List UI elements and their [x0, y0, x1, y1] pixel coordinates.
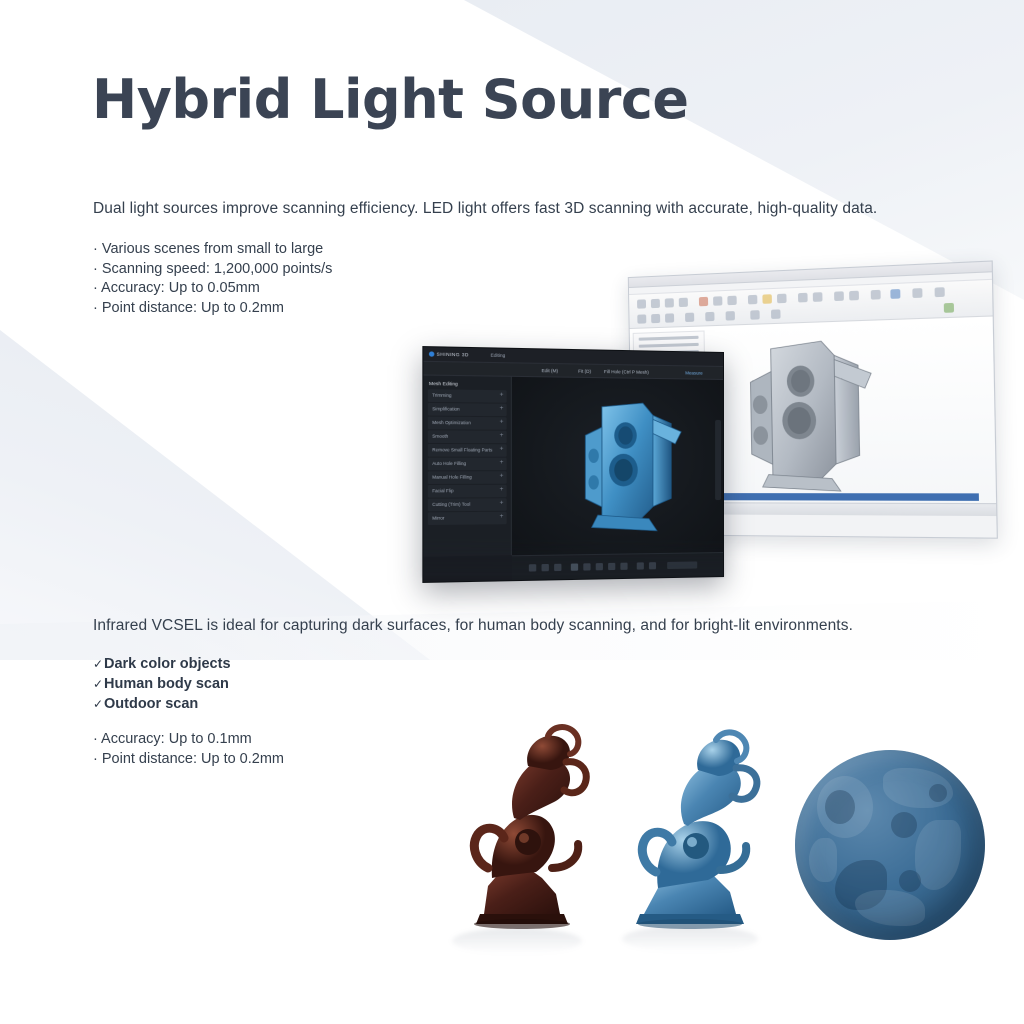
check-icon: ✓ — [93, 677, 104, 691]
list-item: ✓Outdoor scan — [93, 696, 199, 712]
background-wedge-top-right — [464, 0, 1024, 300]
list-item: · Scanning speed: 1,200,000 points/s — [93, 260, 333, 277]
expand-icon[interactable]: + — [499, 405, 504, 413]
list-item: ✓Dark color objects — [93, 656, 231, 672]
list-item: · Point distance: Up to 0.2mm — [93, 299, 284, 316]
panel-item-auto-hole-filling[interactable]: Auto Hole Filling + — [428, 458, 507, 470]
list-item: · Accuracy: Up to 0.1mm — [93, 731, 252, 747]
gray-3d-part-model — [725, 337, 886, 501]
background-wedge-left — [0, 330, 430, 660]
mesh-editing-panel — [423, 376, 511, 557]
expand-icon[interactable]: + — [499, 513, 504, 521]
vcsel-section-lede: Infrared VCSEL is ideal for capturing dark surfaces, for human body scanning, and for bright-lit environments. — [93, 617, 853, 634]
dark-wood-statue — [432, 718, 607, 933]
expand-icon[interactable]: + — [499, 459, 504, 467]
expand-icon[interactable]: + — [499, 419, 504, 426]
list-item: · Accuracy: Up to 0.05mm — [93, 280, 260, 296]
led-section-lede: Dual light sources improve scanning efficiency. LED light offers fast 3D scanning with accurate, high-quality data. — [93, 200, 878, 217]
screenshot-reflection — [422, 535, 724, 577]
panel-item-cutting-tool[interactable]: Cutting (Trim) Tool + — [428, 498, 507, 511]
viewport-tool-strip[interactable] — [715, 420, 721, 500]
check-icon: ✓ — [93, 657, 104, 671]
list-item: · Various scenes from small to large — [93, 241, 324, 257]
expand-icon[interactable]: + — [499, 392, 504, 399]
panel-item-remove-small-floating-parts[interactable]: Remove Small Floating Parts + — [428, 444, 507, 456]
page-title: Hybrid Light Source — [92, 68, 689, 131]
toolbar-item-edit[interactable]: Edit (M) — [541, 367, 559, 374]
progress-bar — [710, 493, 979, 501]
panel-item-mesh-optimization[interactable]: Mesh Optimization + — [428, 417, 507, 430]
toolbar-item-fit[interactable]: Fit (D) — [578, 368, 592, 374]
list-item: · Point distance: Up to 0.2mm — [93, 750, 284, 767]
blue-3d-scan-model — [567, 400, 690, 544]
blue-scan-statue-reflection — [622, 926, 758, 952]
blue-scan-statue — [604, 722, 774, 934]
panel-title: Mesh Editing — [428, 380, 458, 387]
panel-item-smooth[interactable]: Smooth + — [428, 430, 507, 442]
toolbar-item-measure[interactable]: Measure — [685, 370, 703, 376]
led-section-bullets — [93, 240, 332, 318]
logo-dot-icon — [429, 351, 434, 356]
scan-viewport[interactable] — [512, 377, 723, 555]
expand-icon[interactable]: + — [499, 473, 504, 480]
toolbar-item-fill-hole[interactable]: Fill Hole (Ctrl P Mesh) — [603, 369, 649, 375]
panel-item-trimming[interactable]: Trimming + — [428, 389, 507, 402]
check-icon: ✓ — [93, 697, 104, 711]
brand-logo: SHINING 3D — [429, 351, 469, 357]
expand-icon[interactable]: + — [499, 500, 504, 507]
dark-wood-statue-reflection — [452, 928, 582, 954]
panel-item-facial-flip[interactable]: Facial Flip + — [428, 485, 507, 497]
scan-detail-circle — [795, 750, 985, 940]
expand-icon[interactable]: + — [499, 432, 504, 440]
tab-editing[interactable]: Editing — [490, 352, 506, 359]
panel-item-mirror[interactable]: Mirror + — [428, 512, 507, 525]
vcsel-spec-list — [93, 730, 284, 769]
list-item: ✓Human body scan — [93, 676, 229, 692]
panel-item-simplification[interactable]: Simplification + — [428, 403, 507, 416]
expand-icon[interactable]: + — [499, 486, 504, 494]
expand-icon[interactable]: + — [499, 446, 504, 453]
vcsel-check-list — [93, 654, 231, 714]
panel-item-manual-hole-filling[interactable]: Manual Hole Filling + — [428, 471, 507, 483]
